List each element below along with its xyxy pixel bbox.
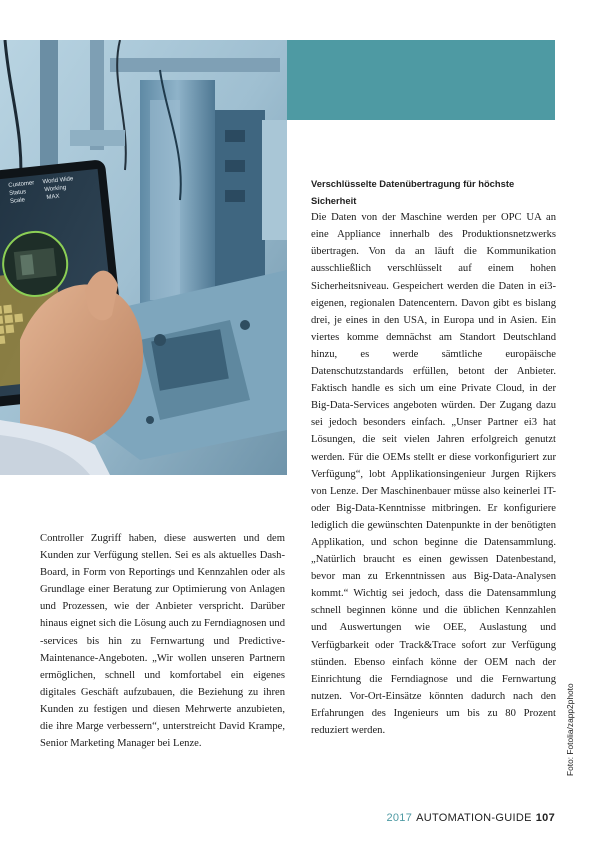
footer-year: 2017 — [386, 812, 413, 824]
screen-row: Scale MAX — [9, 193, 60, 205]
body-paragraph: Controller Zugriff haben, diese auswerten und dem Kunden zur Verfügung stellen. Sei es als aktuelles Dash-Board, in Form von Reportings und Kennzahlen oder als Grundlage einer Beratung zur Optimierung von Anlagen und Prozessen, wie der Anbieter verspricht. Darüber hinaus eignet sich die Lösung auch zu Ferndiagnosen und -services bis hin zu Fernwartung und Predictive-Maintenance-Angeboten. „Wir wollen unseren Partnern ermöglichen, schnell und komfortabel ein eigenes digitales Geschäft aufzubauen, die Beziehung zu ihren Kunden zu festigen und diesen Mehrwerte anzubieten, die ihre Marge verbessern“, unterstreicht David Krampe, Senior Marketing Manager bei Lenze. — [40, 533, 285, 750]
screen-row: Status Working — [8, 184, 67, 197]
footer-publication: AUTOMATION-GUIDE — [416, 812, 532, 824]
page-number: 107 — [535, 812, 555, 824]
hero-photo-tablet-machine — [0, 40, 287, 475]
page-footer — [386, 812, 555, 824]
screen-row: Customer World Wide — [8, 176, 74, 189]
section-subheading: Verschlüsselte Datenübertragung für höchste Sicherheit — [311, 178, 515, 207]
article-column-left — [40, 530, 285, 752]
accent-color-bar — [287, 40, 555, 120]
photo-illustration — [0, 40, 287, 475]
body-paragraph: Die Daten von der Maschine werden per OPC UA an eine Appliance innerhalb des Produktionsnetzwerks übertragen. Von da an läuft die Kommunikation ausschließlich verschlüsselt auf einem hohen Sicherheitsniveau. Gespeichert werden die Daten in ei3-eigenen, regionalen Datencentern. Davon gibt es bislang drei, je eines in den USA, in Europa und in Asien. Ein viertes komme demnächst am Standort Deutschland hinzu, es werde sämtliche europäische Datenschutzstandards erfüllen, betont der Anbieter. Faktisch handle es sich um eine Private Cloud, in der Big-Data-Services angeboten würden. Der Zugang dazu sei jedoch besonders einfach. „Unser Partner ei3 hat Lösungen, die seit vielen Jahren erfolgreich genutzt werden. Für die OEMs stellt er diese vorkonfiguriert zur Verfügung“, lobt Applikationsingenieur Jurgen Rijkers von Lenze. Der Maschinenbauer müsse also keinerlei IT- oder Big-Data-Kenntnisse mitbringen. Er konfiguriere lediglich die gewünschten Datenpunkte in der benötigten Applikation, und schon beginne die Datensammlung. „Natürlich braucht es einen gewissen Datenbestand, bevor man zu Erkenntnissen aus Big-Data-Analysen kommt.“ Wichtig sei jedoch, dass die Datensammlung schnell beginnen könne und die üblichen Kennzahlen und Auswertungen wie OEE, Auslastung und Verfügbarkeit oder Track&Trace sofort zur Verfügung stünden. Ebenso einfach könne der OEM nach der Einrichtung die Ferndiagnose und die Fernwartung nutzen. Vor-Ort-Einsätze könnten dadurch nach den Erfahrungen des Ingenieurs um bis zu 80 Prozent reduziert werden. — [311, 212, 556, 736]
article-column-right — [311, 175, 556, 739]
photo-credit: Foto: Fotolia/zapp2photo — [565, 683, 575, 776]
